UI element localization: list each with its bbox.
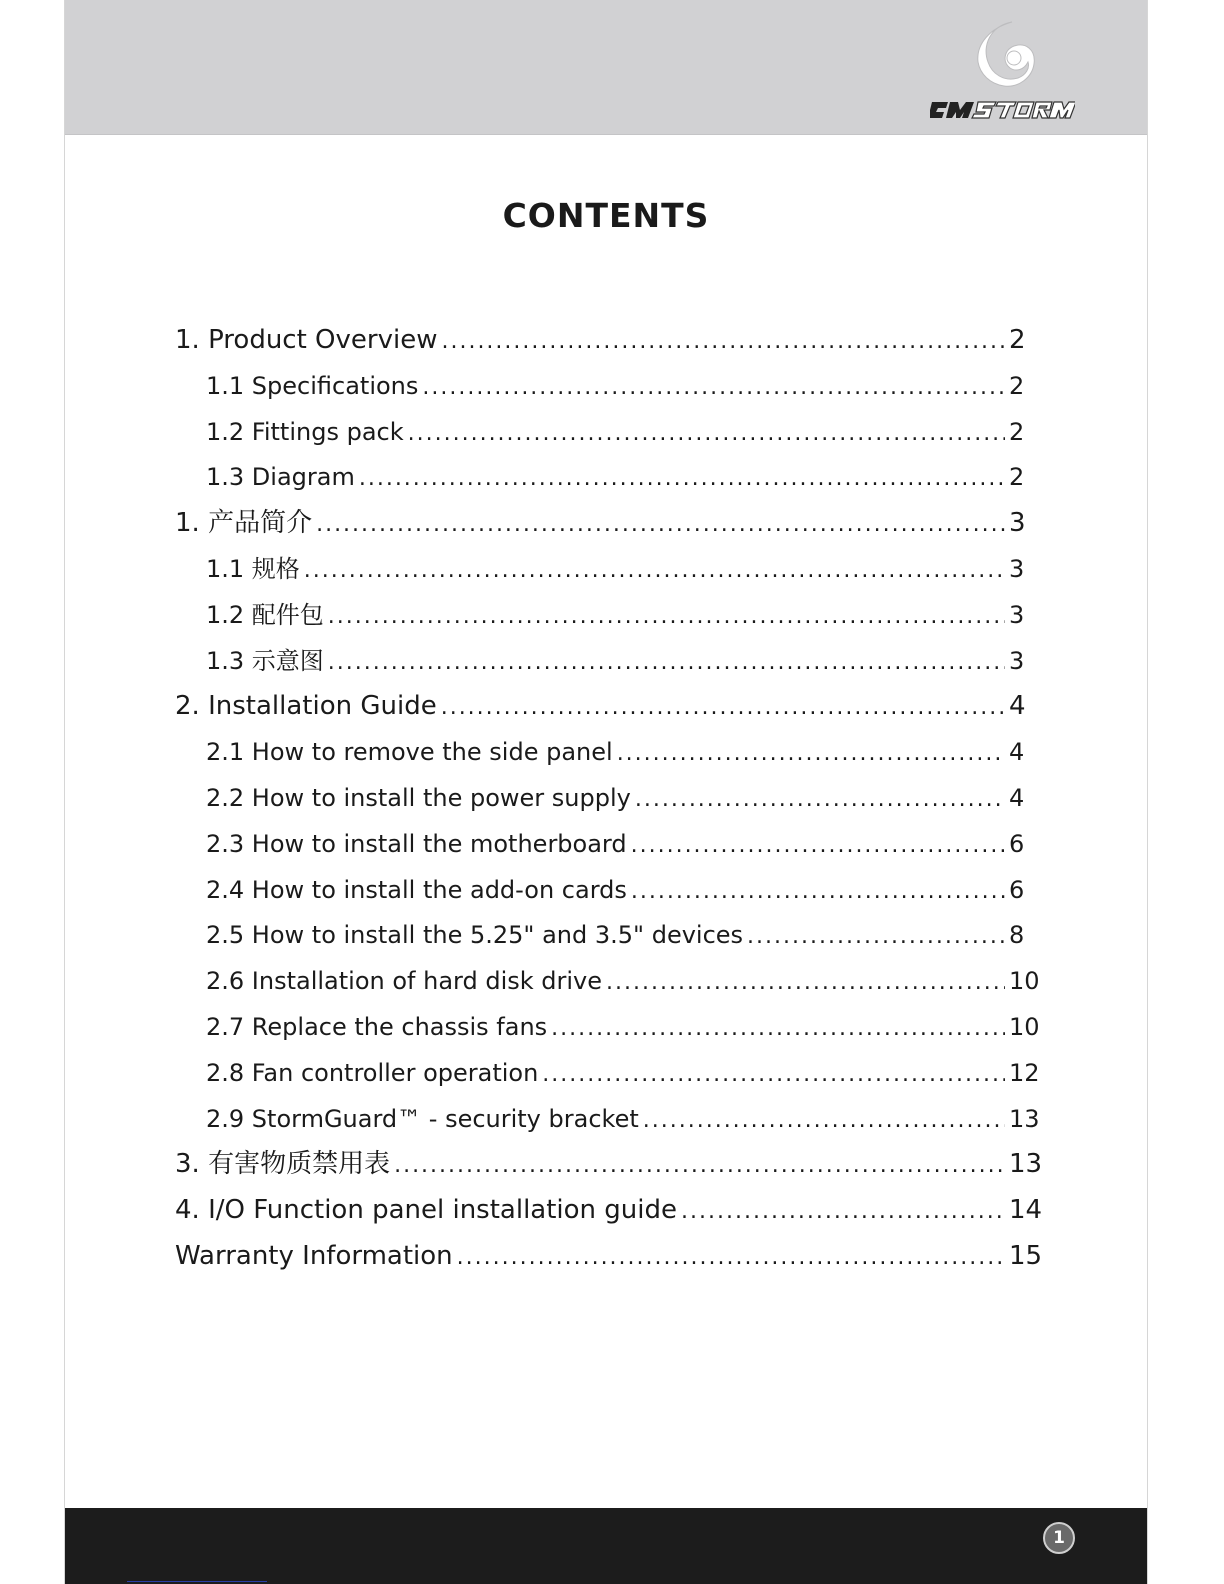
toc-entry-page-number: 12	[1009, 1058, 1040, 1087]
toc-entry-page-number: 2	[1009, 417, 1025, 446]
toc-entry-page-number: 2	[1009, 325, 1026, 355]
toc-entry-label: 2.2 How to install the power supply	[206, 783, 631, 812]
toc-entry-label: 1. 产品简介	[175, 508, 313, 539]
toc-entry-label: 2.9 StormGuard™ - security bracket	[206, 1104, 639, 1133]
toc-entry-page-number: 14	[1009, 1195, 1043, 1226]
page-title: CONTENTS	[502, 196, 710, 235]
toc-entry-label: 1.1 Specifications	[206, 371, 419, 400]
toc-leader-dots	[359, 456, 1005, 502]
toc-leader-dots	[394, 1143, 1005, 1189]
toc-entry-page-number: 6	[1009, 829, 1025, 858]
toc-entry-page-number: 3	[1009, 508, 1026, 539]
toc-entry-label: 2.6 Installation of hard disk drive	[206, 967, 603, 996]
toc-leader-dots	[606, 960, 1005, 1006]
toc-entry-page-number: 3	[1009, 646, 1025, 675]
toc-entry[interactable]	[175, 822, 1045, 868]
toc-entry[interactable]	[175, 776, 1045, 822]
toc-entry-label: 2.7 Replace the chassis fans	[206, 1012, 548, 1041]
toc-entry[interactable]	[175, 1051, 1045, 1097]
toc-entry[interactable]	[175, 593, 1045, 639]
toc-entry-label: 2. Installation Guide	[175, 691, 437, 722]
toc-leader-dots	[328, 594, 1005, 640]
toc-entry-label: 1.2 配件包	[206, 600, 324, 629]
toc-entry[interactable]	[175, 1097, 1045, 1143]
toc-entry[interactable]	[175, 684, 1045, 730]
document-page	[64, 0, 1148, 1584]
toc-entry[interactable]	[175, 455, 1045, 501]
toc-entry[interactable]	[175, 501, 1045, 547]
toc-entry-label: 1.3 Diagram	[206, 463, 355, 492]
toc-leader-dots	[408, 411, 1005, 457]
footer-link-underline	[127, 1581, 267, 1582]
toc-entry[interactable]	[175, 364, 1045, 410]
table-of-contents	[175, 318, 1045, 1280]
toc-leader-dots	[631, 823, 1005, 869]
toc-leader-dots	[441, 685, 1005, 731]
toc-leader-dots	[643, 1098, 1005, 1144]
toc-entry[interactable]	[175, 959, 1045, 1005]
toc-leader-dots	[747, 914, 1005, 960]
toc-leader-dots	[457, 1235, 1005, 1281]
toc-leader-dots	[635, 777, 1005, 823]
toc-entry-label: Warranty Information	[175, 1240, 453, 1271]
toc-entry-label: 2.5 How to install the 5.25" and 3.5" devices	[206, 921, 744, 950]
toc-entry[interactable]	[175, 1188, 1045, 1234]
toc-leader-dots	[631, 869, 1005, 915]
page-number-badge: 1	[1043, 1522, 1075, 1554]
toc-entry-page-number: 2	[1009, 463, 1025, 492]
toc-entry[interactable]	[175, 318, 1045, 364]
toc-entry-page-number: 4	[1009, 738, 1025, 767]
toc-leader-dots	[328, 640, 1005, 686]
toc-leader-dots	[681, 1189, 1005, 1235]
toc-entry-page-number: 4	[1009, 691, 1026, 722]
toc-entry-page-number: 15	[1009, 1240, 1043, 1271]
toc-entry[interactable]	[175, 868, 1045, 914]
toc-entry-page-number: 3	[1009, 600, 1025, 629]
toc-entry[interactable]	[175, 639, 1045, 685]
toc-entry-label: 3. 有害物质禁用表	[175, 1149, 391, 1180]
toc-entry-page-number: 8	[1009, 921, 1025, 950]
toc-entry-label: 1.3 示意图	[206, 646, 324, 675]
toc-entry[interactable]	[175, 1234, 1045, 1280]
toc-entry[interactable]	[175, 730, 1045, 776]
header-band	[65, 0, 1147, 135]
toc-leader-dots	[617, 731, 1005, 777]
storm-swirl-icon	[930, 16, 1075, 120]
toc-entry-label: 1. Product Overview	[175, 325, 438, 355]
toc-entry-label: 2.3 How to install the motherboard	[206, 829, 627, 858]
toc-leader-dots	[542, 1052, 1005, 1098]
toc-entry-page-number: 10	[1009, 1012, 1040, 1041]
toc-entry-page-number: 13	[1009, 1149, 1043, 1180]
toc-entry-page-number: 13	[1009, 1104, 1040, 1133]
toc-leader-dots	[422, 365, 1005, 411]
toc-leader-dots	[441, 319, 1005, 365]
toc-entry[interactable]	[175, 410, 1045, 456]
toc-entry[interactable]	[175, 1142, 1045, 1188]
toc-entry-page-number: 4	[1009, 783, 1025, 812]
toc-entry-label: 2.4 How to install the add-on cards	[206, 875, 627, 904]
toc-entry-page-number: 10	[1009, 967, 1040, 996]
toc-entry[interactable]	[175, 547, 1045, 593]
toc-entry[interactable]	[175, 1005, 1045, 1051]
toc-entry-label: 2.8 Fan controller operation	[206, 1058, 539, 1087]
toc-entry[interactable]	[175, 913, 1045, 959]
toc-entry-page-number: 3	[1009, 554, 1025, 583]
footer-band	[65, 1508, 1147, 1584]
toc-leader-dots	[551, 1006, 1005, 1052]
toc-leader-dots	[316, 502, 1005, 548]
toc-entry-label: 1.1 规格	[206, 554, 300, 583]
toc-entry-page-number: 2	[1009, 371, 1025, 400]
toc-entry-label: 4. I/O Function panel installation guide	[175, 1195, 678, 1226]
toc-leader-dots	[304, 548, 1005, 594]
toc-entry-page-number: 6	[1009, 875, 1025, 904]
toc-entry-label: 2.1 How to remove the side panel	[206, 738, 613, 767]
toc-entry-label: 1.2 Fittings pack	[206, 417, 404, 446]
